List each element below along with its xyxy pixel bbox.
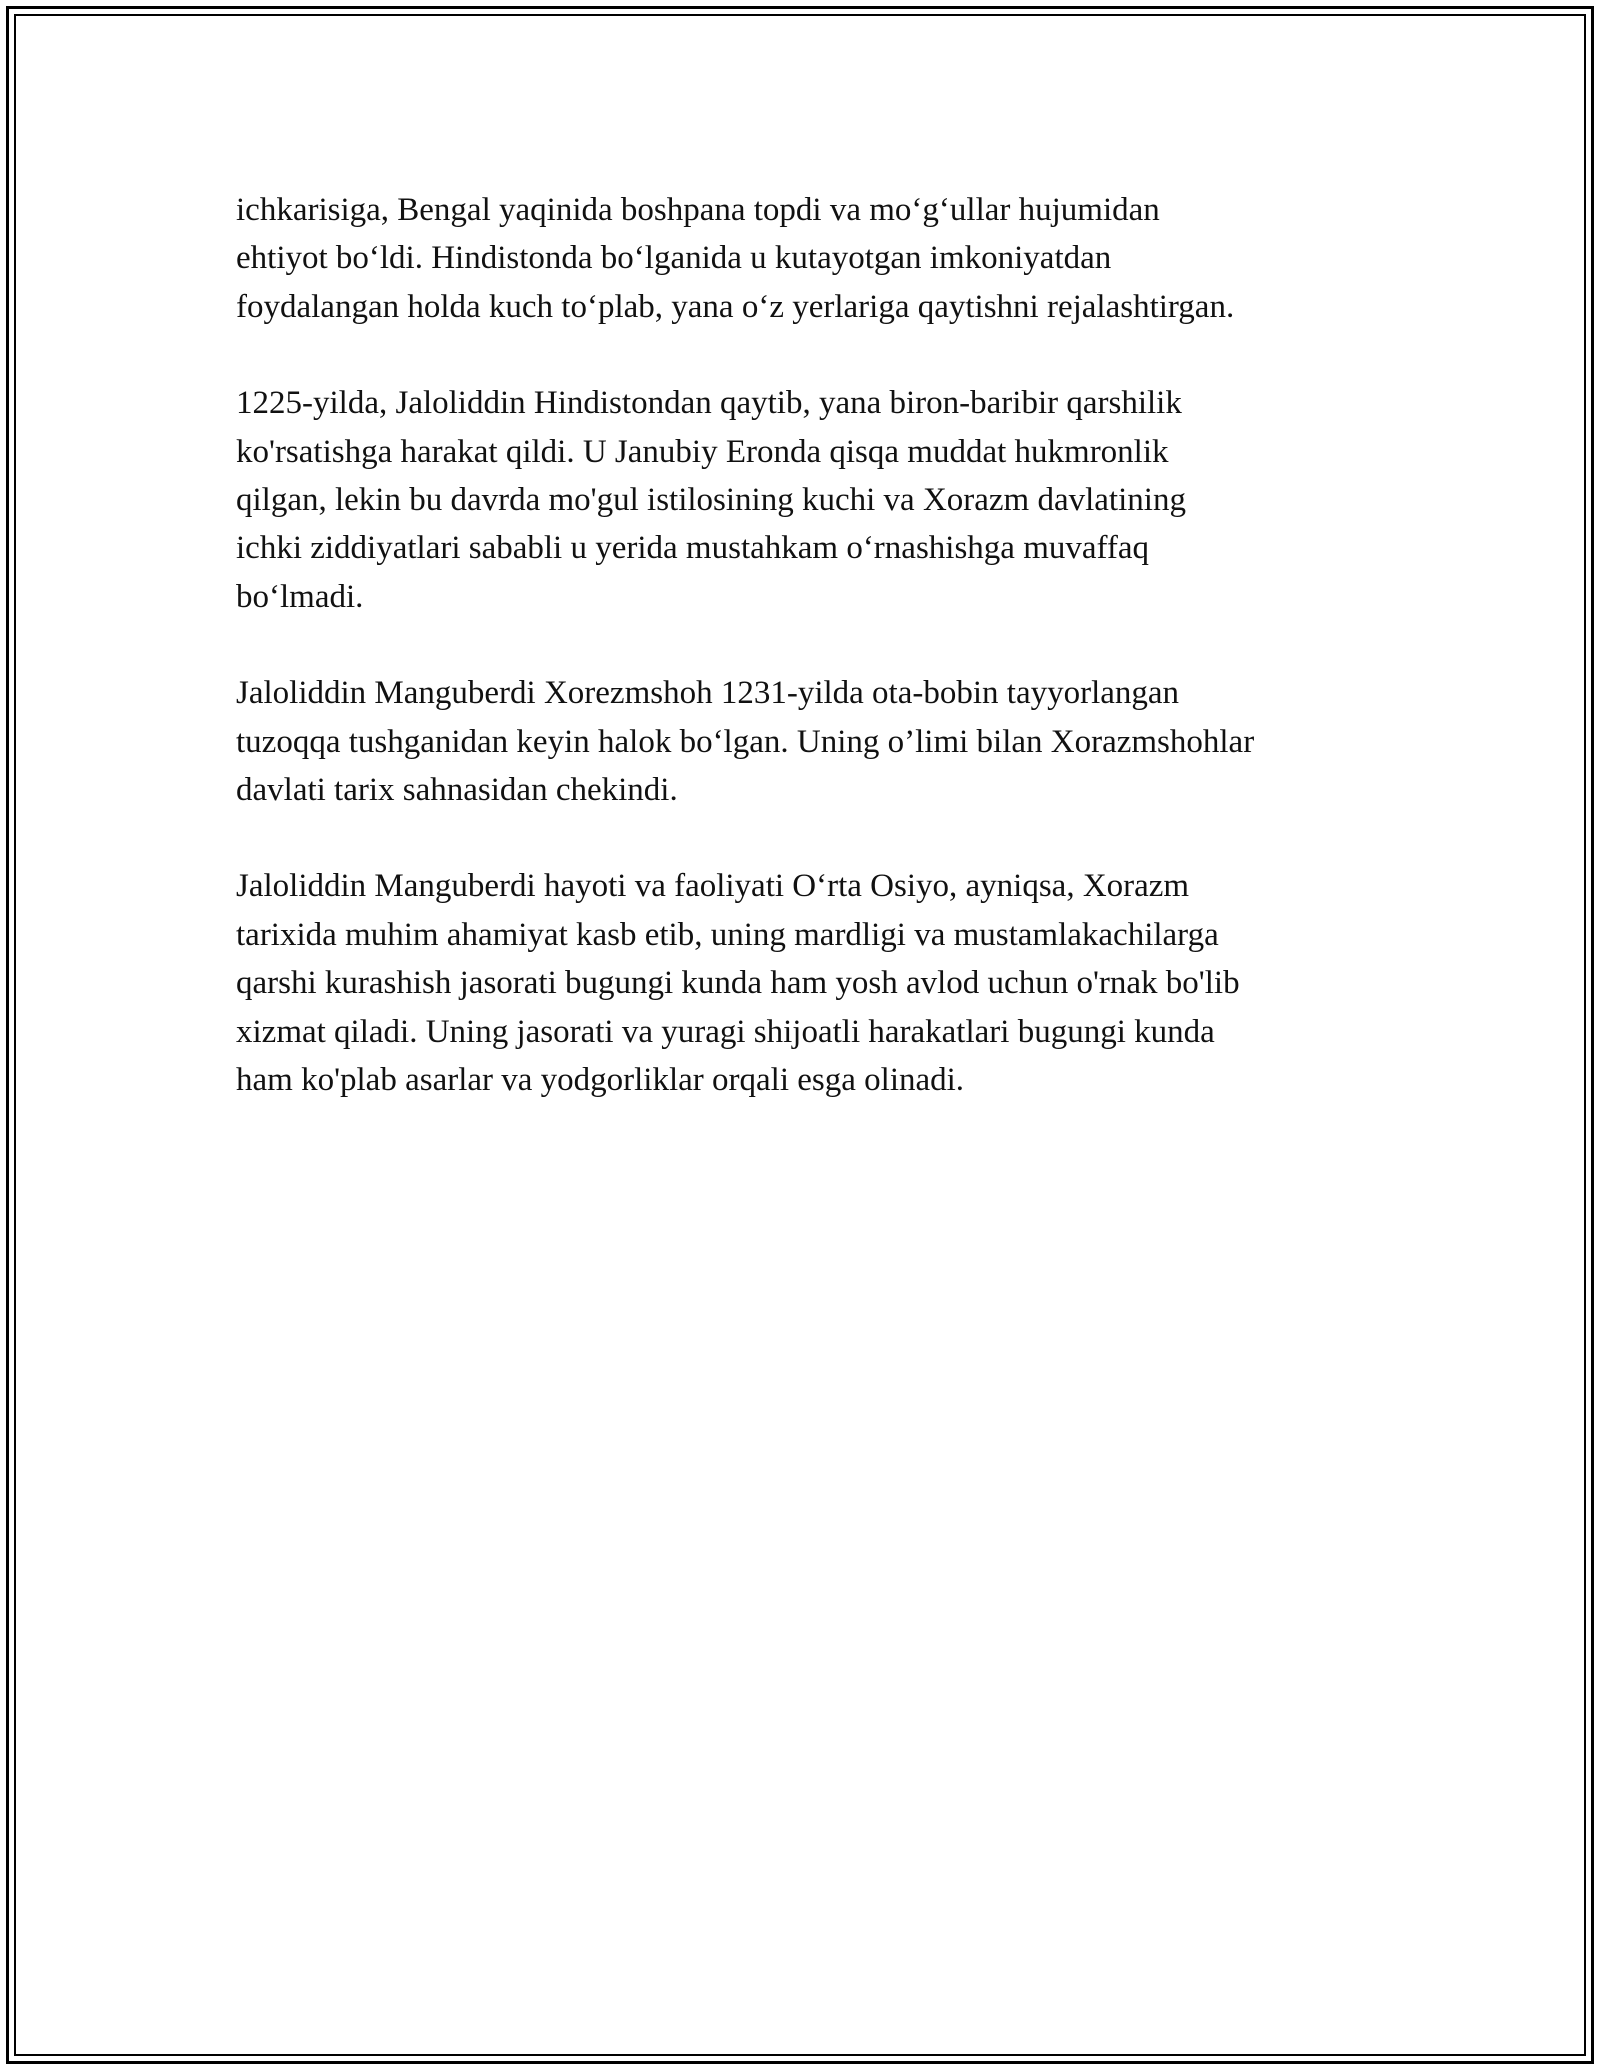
- text-line: ham ko'plab asarlar va yodgorliklar orqali esga olinadi.: [236, 1062, 965, 1099]
- text-line: bo‘lmadi.: [236, 578, 364, 615]
- text-line: qilgan, lekin bu davrda mo'gul istilosining kuchi va Xorazm davlatining: [236, 482, 1186, 519]
- document-body: [236, 186, 1386, 1153]
- text-line: Jaloliddin Manguberdi hayoti va faoliyati O‘rta Osiyo, ayniqsa, Xorazm: [236, 868, 1190, 905]
- text-line: ko'rsatishga harakat qildi. U Janubiy Eronda qisqa muddat hukmronlik: [236, 433, 1169, 470]
- text-line: foydalangan holda kuch to‘plab, yana o‘z yerlariga qaytishni rejalashtirgan.: [236, 288, 1235, 325]
- paragraph-2: [236, 379, 1386, 621]
- paragraph-1: [236, 186, 1386, 331]
- text-line: 1225-yilda, Jaloliddin Hindistondan qaytib, yana biron-baribir qarshilik: [236, 385, 1182, 422]
- paragraph-3: [236, 669, 1386, 814]
- text-line: qarshi kurashish jasorati bugungi kunda ham yosh avlod uchun o'rnak bo'lib: [236, 965, 1240, 1002]
- text-line: davlati tarix sahnasidan chekindi.: [236, 772, 678, 809]
- text-line: xizmat qiladi. Uning jasorati va yuragi shijoatli harakatlari bugungi kunda: [236, 1013, 1215, 1050]
- paragraph-4: [236, 862, 1386, 1104]
- text-line: tarixida muhim ahamiyat kasb etib, uning mardligi va mustamlakachilarga: [236, 916, 1219, 953]
- text-line: ehtiyot bo‘ldi. Hindistonda bo‘lganida u kutayotgan imkoniyatdan: [236, 240, 1112, 277]
- text-line: tuzoqqa tushganidan keyin halok bo‘lgan. Uning o’limi bilan Xorazmshohlar: [236, 723, 1255, 760]
- text-line: ichki ziddiyatlari sababli u yerida mustahkam o‘rnashishga muvaffaq: [236, 530, 1150, 567]
- text-line: Jaloliddin Manguberdi Xorezmshoh 1231-yilda ota-bobin tayyorlangan: [236, 675, 1180, 712]
- text-line: ichkarisiga, Bengal yaqinida boshpana topdi va mo‘g‘ullar hujumidan: [236, 192, 1160, 228]
